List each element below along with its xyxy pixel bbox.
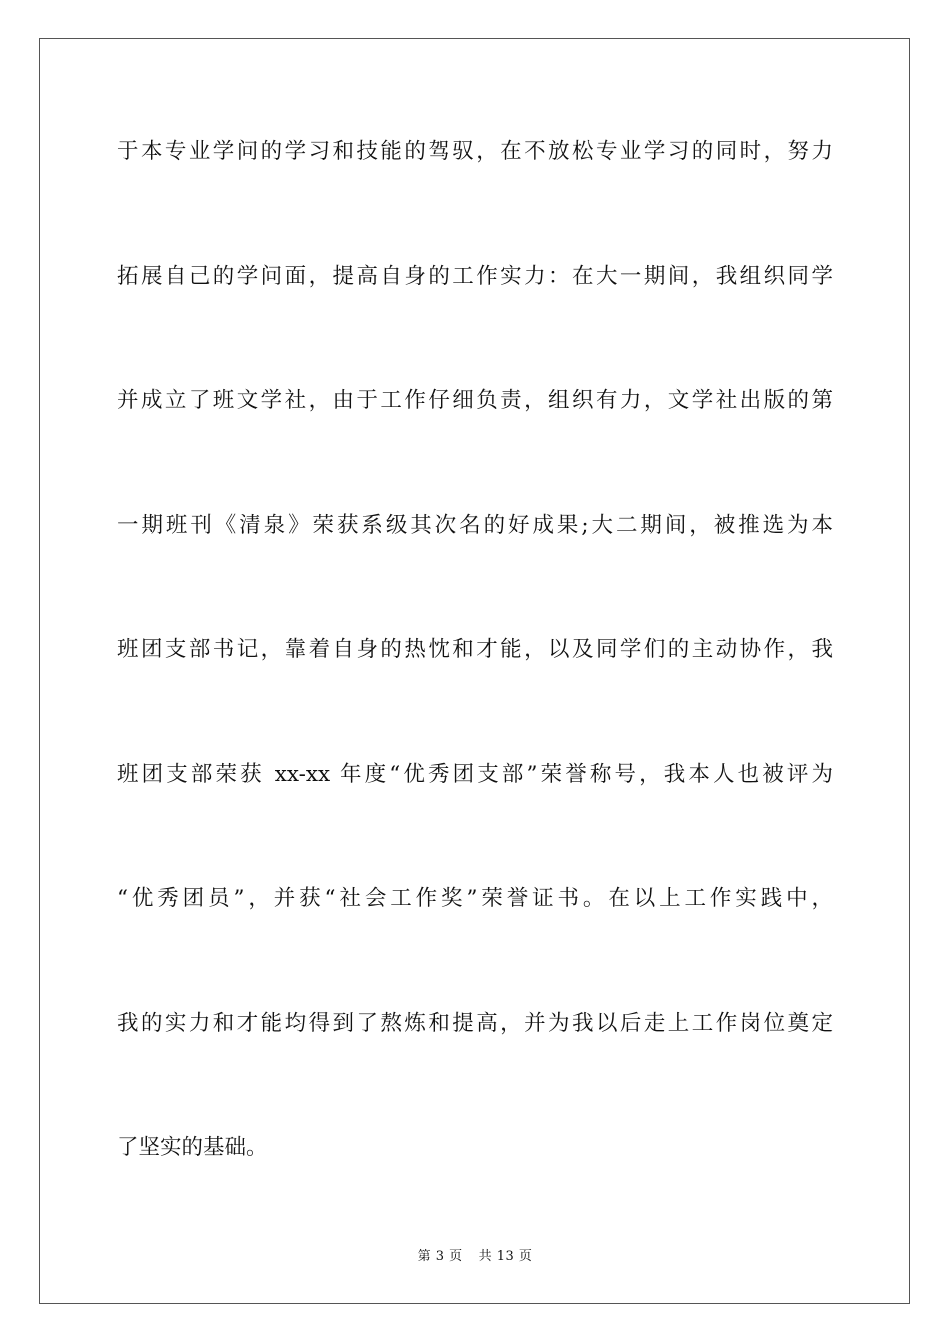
paragraph-line-7: “优秀团员”，并获“社会工作奖”荣誉证书。在以上工作实践中， — [117, 886, 833, 911]
paragraph-line-8: 我的实力和才能均得到了熬炼和提高，并为我以后走上工作岗位奠定 — [117, 1010, 833, 1036]
page-number: 第 3 页 — [417, 1249, 463, 1264]
paragraph-line-9: 了坚实的基础。 — [117, 1135, 268, 1160]
paragraph-line-6: 班团支部荣获 xx-xx 年度“优秀团支部”荣誉称号，我本人也被评为 — [117, 761, 833, 787]
paragraph-line-5: 班团支部书记，靠着自身的热忱和才能，以及同学们的主动协作，我 — [117, 637, 833, 662]
document-body — [117, 126, 833, 1247]
paragraph-line-2: 拓展自己的学问面，提高自身的工作实力：在大一期间，我组织同学 — [117, 263, 833, 289]
paragraph-line-1: 于本专业学问的学习和技能的驾驭，在不放松专业学习的同时，努力 — [117, 139, 833, 164]
paragraph-line-3: 并成立了班文学社，由于工作仔细负责，组织有力，文学社出版的第 — [117, 388, 833, 413]
page-footer — [0, 1245, 950, 1264]
page-total: 共 13 页 — [478, 1249, 533, 1264]
paragraph-line-4: 一期班刊《清泉》荣获系级其次名的好成果;大二期间，被推选为本 — [117, 512, 833, 538]
